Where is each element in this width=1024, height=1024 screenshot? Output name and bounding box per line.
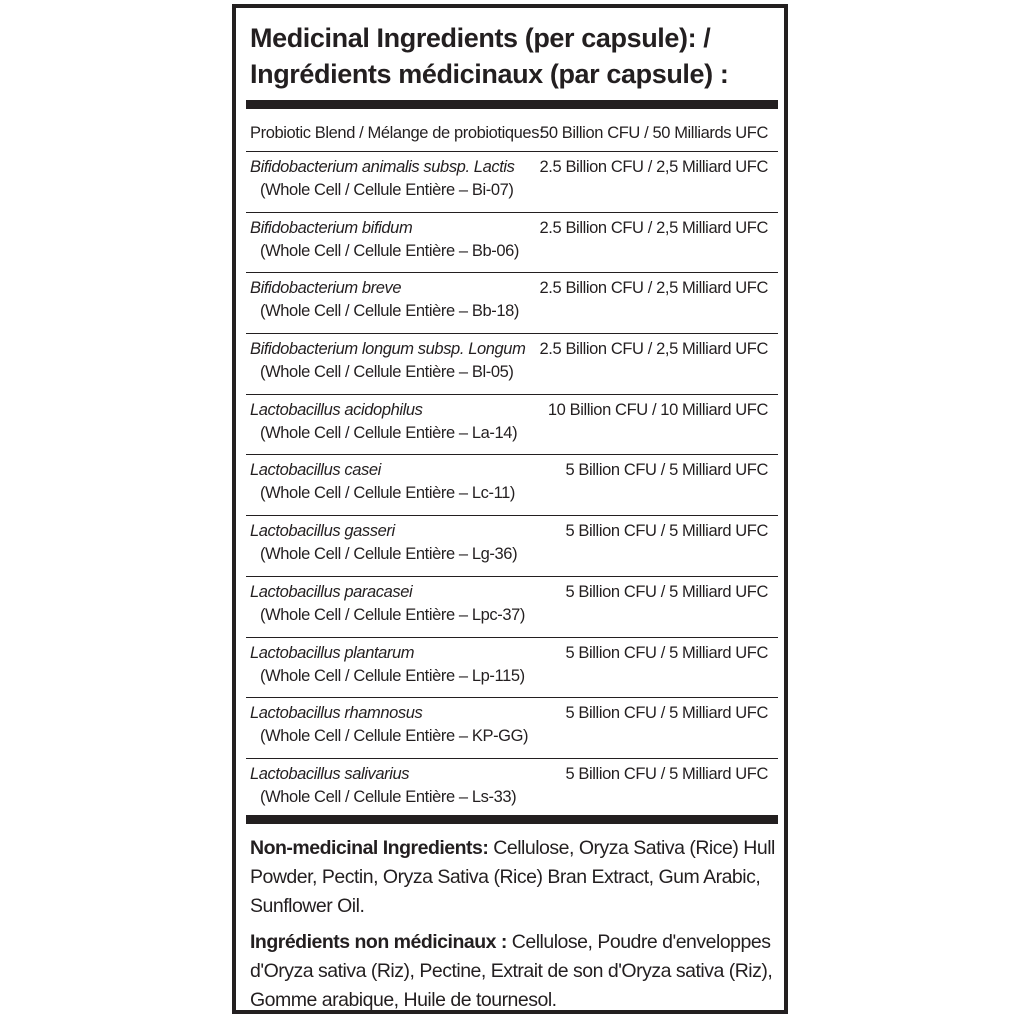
ingredient-amount: 10 Billion CFU / 10 Milliard UFC xyxy=(547,400,768,419)
ingredient-name: Lactobacillus gasseri xyxy=(250,522,395,541)
table-row xyxy=(246,334,778,395)
ingredient-name: Bifidobacterium animalis subsp. Lactis xyxy=(250,158,515,176)
ingredient-amount: 2.5 Billion CFU / 2,5 Milliard UFC xyxy=(539,158,768,176)
ingredient-strain: (Whole Cell / Cellule Entière – Lg-36) xyxy=(260,545,518,564)
table-row xyxy=(246,455,778,516)
ingredient-name: Lactobacillus acidophilus xyxy=(250,400,423,419)
non-medicinal-french xyxy=(250,928,780,1015)
non-medicinal-english xyxy=(250,834,780,921)
ingredient-strain: (Whole Cell / Cellule Entière – Ls-33) xyxy=(260,787,517,806)
ingredient-amount: 5 Billion CFU / 5 Milliard UFC xyxy=(565,461,768,480)
ingredient-strain: (Whole Cell / Cellule Entière – Lc-11) xyxy=(260,484,516,503)
ingredient-strain: (Whole Cell / Cellule Entière – Lpc-37) xyxy=(260,605,526,624)
ingredient-name: Bifidobacterium longum subsp. Longum xyxy=(250,340,526,359)
ingredients-table xyxy=(246,118,778,820)
ingredient-name: Bifidobacterium bifidum xyxy=(250,218,413,237)
table-row xyxy=(246,152,778,213)
ingredient-name: Lactobacillus rhamnosus xyxy=(250,704,423,723)
top-divider xyxy=(246,100,778,109)
ingredient-strain: (Whole Cell / Cellule Entière – Bb-06) xyxy=(260,241,519,260)
ingredient-amount: 2.5 Billion CFU / 2,5 Milliard UFC xyxy=(539,279,768,298)
ingredient-amount: 5 Billion CFU / 5 Milliard UFC xyxy=(565,582,768,601)
ingredient-strain: (Whole Cell / Cellule Entière – KP-GG) xyxy=(260,727,529,746)
ingredient-amount: 5 Billion CFU / 5 Milliard UFC xyxy=(565,704,768,723)
table-row xyxy=(246,273,778,334)
ingredient-strain: (Whole Cell / Cellule Entière – Lp-115) xyxy=(260,666,525,685)
ingredient-amount: 5 Billion CFU / 5 Milliard UFC xyxy=(565,764,768,783)
panel-title xyxy=(250,20,780,92)
ingredient-amount: 5 Billion CFU / 5 Milliard UFC xyxy=(565,522,768,541)
ingredient-name: Bifidobacterium breve xyxy=(250,279,402,298)
ingredient-strain: (Whole Cell / Cellule Entière – Bi-07) xyxy=(260,181,514,199)
bottom-divider xyxy=(246,815,778,824)
ingredient-name: Lactobacillus salivarius xyxy=(250,764,410,783)
title-english: Medicinal Ingredients (per capsule): / xyxy=(250,23,711,53)
title-french: Ingrédients médicinaux (par capsule) : xyxy=(250,59,729,89)
ingredients-panel xyxy=(232,4,788,1014)
table-row xyxy=(246,395,778,456)
ingredient-name: Lactobacillus casei xyxy=(250,461,381,480)
table-row xyxy=(246,516,778,577)
ingredient-name: Lactobacillus plantarum xyxy=(250,643,415,662)
non-medicinal-english-text: Cellulose, Oryza Sativa (Rice) Hull Powder, Pectin, Oryza Sativa (Rice) Bran Extract, Gum Arabic, Sunflower Oil. xyxy=(250,837,775,917)
non-medicinal-english-label: Non-medicinal Ingredients: xyxy=(250,837,489,859)
ingredient-amount: 5 Billion CFU / 5 Milliard UFC xyxy=(565,643,768,662)
table-row xyxy=(246,577,778,638)
table-row-blend xyxy=(246,118,778,152)
table-row xyxy=(246,698,778,759)
non-medicinal-french-text: Cellulose, Poudre d'enveloppes d'Oryza sativa (Riz), Pectine, Extrait de son d'Oryza sativa (Riz), Gomme arabique, Huile de tournesol. xyxy=(250,931,773,1011)
non-medicinal-french-label: Ingrédients non médicinaux : xyxy=(250,931,507,953)
blend-amount: 50 Billion CFU / 50 Milliards UFC xyxy=(540,124,768,142)
ingredient-amount: 2.5 Billion CFU / 2,5 Milliard UFC xyxy=(539,340,768,359)
ingredient-strain: (Whole Cell / Cellule Entière – Bl-05) xyxy=(260,363,514,382)
ingredient-strain: (Whole Cell / Cellule Entière – La-14) xyxy=(260,423,518,442)
ingredient-name: Lactobacillus paracasei xyxy=(250,582,413,601)
table-row xyxy=(246,638,778,699)
table-row xyxy=(246,759,778,820)
ingredient-amount: 2.5 Billion CFU / 2,5 Milliard UFC xyxy=(539,218,768,237)
table-row xyxy=(246,213,778,274)
blend-name: Probiotic Blend / Mélange de probiotiques: xyxy=(250,124,544,142)
ingredient-strain: (Whole Cell / Cellule Entière – Bb-18) xyxy=(260,302,519,321)
